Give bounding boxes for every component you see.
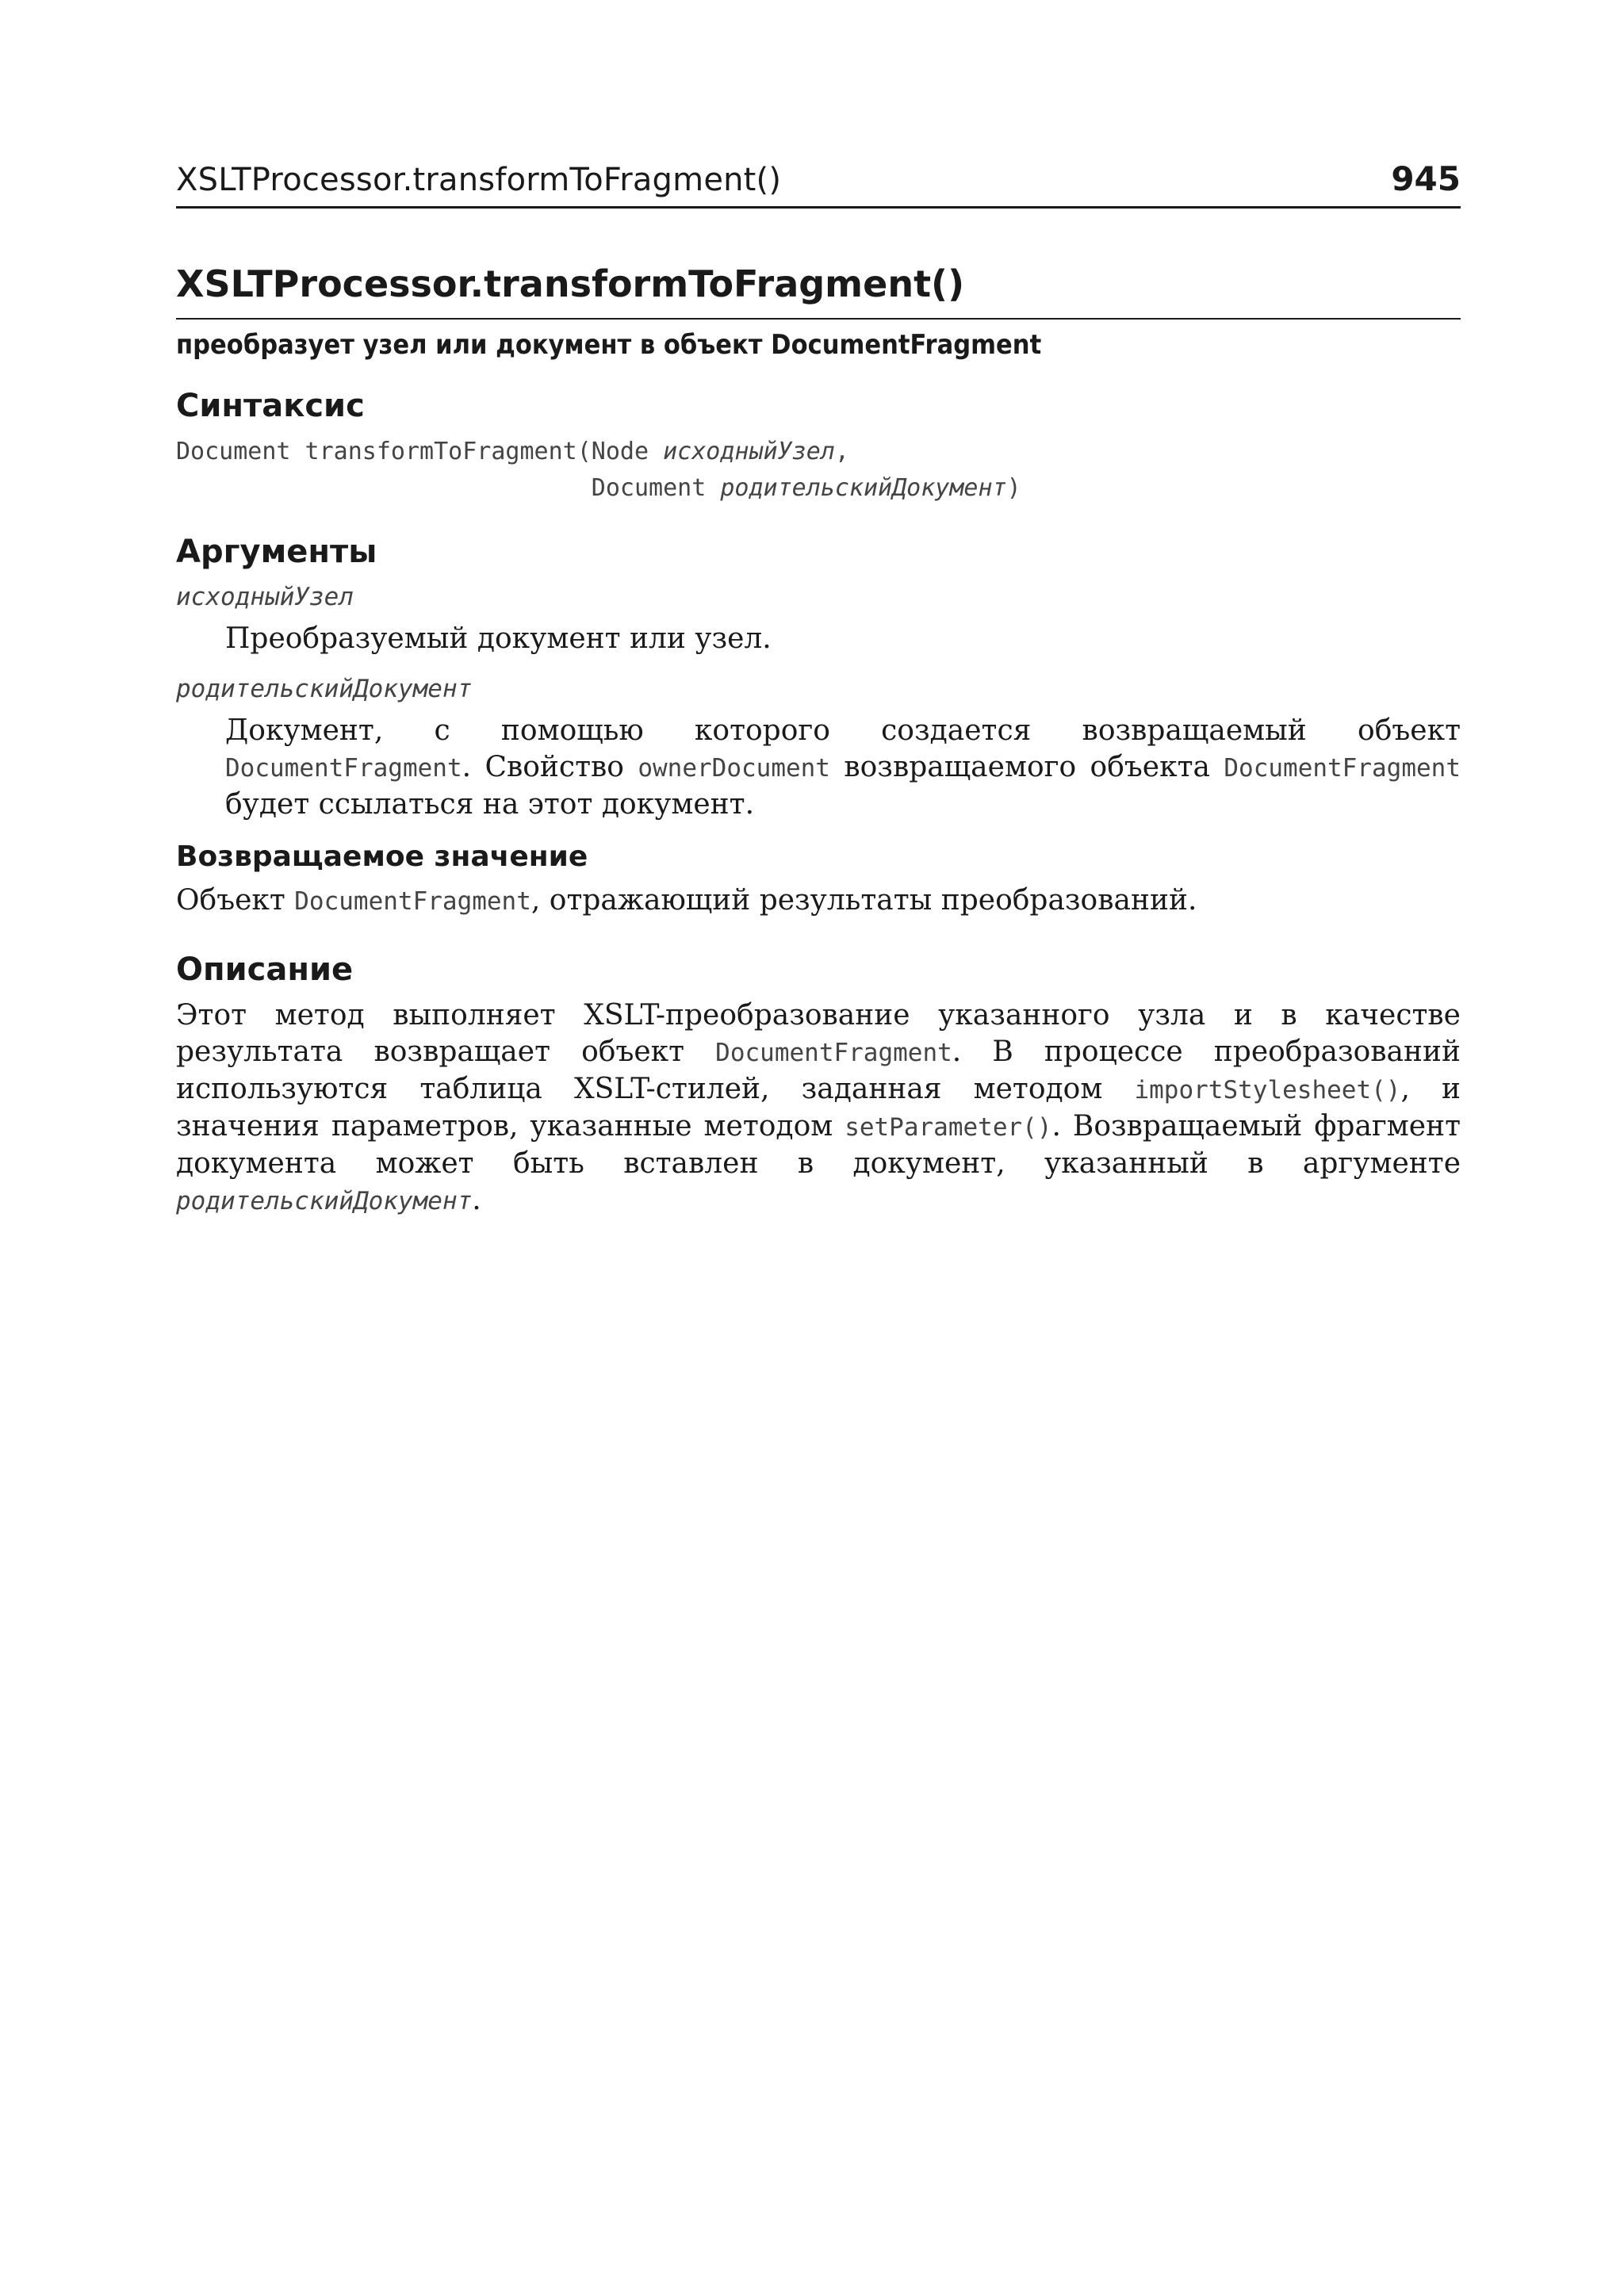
syntax-line2-arg: родительскийДокумент <box>720 474 1007 502</box>
arg2-desc-text-3: возвращаемого объекта <box>829 751 1224 783</box>
arguments-heading: Аргументы <box>176 534 377 570</box>
desc-code-setparameter: setParameter() <box>845 1113 1052 1142</box>
return-value-heading: Возвращаемое значение <box>176 840 588 873</box>
syntax-line1-code: Document transformToFragment(Node <box>176 438 664 465</box>
desc-code-documentfragment: DocumentFragment <box>715 1039 952 1067</box>
syntax-line1-arg: исходныйУзел <box>663 438 835 465</box>
description-text <box>176 997 1461 1219</box>
arg2-desc-text-4: будет ссылаться на этот документ. <box>225 788 755 821</box>
syntax-heading: Синтаксис <box>176 388 365 424</box>
arg1-description: Преобразуемый документ или узел. <box>225 622 772 655</box>
syntax-line2-end: ) <box>1006 474 1021 502</box>
syntax-line1-end: , <box>834 438 849 465</box>
desc-text-4: . Возвращаемый фрагмент документа может быть вставлен в документ, указанный в аргументе <box>176 1110 1461 1180</box>
page-number: 945 <box>1391 159 1461 198</box>
desc-code-importstylesheet: importStylesheet() <box>1134 1076 1401 1104</box>
desc-text-5: . <box>472 1184 481 1216</box>
syntax-line2-code: Document <box>176 474 721 502</box>
arg2-code-ownerdocument: ownerDocument <box>638 754 830 783</box>
running-head-title: XSLTProcessor.transformToFragment() <box>176 162 782 198</box>
return-text-1: Объект <box>176 884 295 917</box>
arg2-desc-text-2: . Свойство <box>462 751 638 783</box>
return-text-2: , отражающий результаты преобразований. <box>530 884 1197 917</box>
return-value-text <box>176 882 1461 920</box>
page-content <box>176 143 1461 1219</box>
entry-title: XSLTProcessor.transformToFragment() <box>176 262 1461 320</box>
description-heading: Описание <box>176 951 354 988</box>
running-head <box>176 143 1461 209</box>
desc-code-parent-document: родительскийДокумент <box>176 1187 473 1215</box>
desc-text-2: . В процессе преобразований используются таблица XSLT-стилей, заданная методом <box>176 1035 1461 1105</box>
syntax-code-block <box>176 434 1461 507</box>
arg2-desc-text-1: Документ, с помощью которого создается возвращаемый объект <box>225 714 1461 747</box>
entry-subtitle: преобразует узел или документ в объект DocumentFragment <box>176 329 1042 361</box>
desc-text-3: , и значения параметров, указанные методом <box>176 1073 1461 1143</box>
arg2-description <box>225 713 1461 823</box>
desc-text-1: Этот метод выполняет XSLT-преобразование указанного узла и в качестве результата возвращает объект <box>176 999 1461 1068</box>
return-code-documentfragment: DocumentFragment <box>294 887 531 916</box>
arg2-code-documentfragment: DocumentFragment <box>225 754 462 783</box>
arg1-name: исходныйУзел <box>176 583 354 611</box>
arg2-name: родительскийДокумент <box>176 675 473 703</box>
arg2-code-documentfragment-2: DocumentFragment <box>1224 754 1461 783</box>
